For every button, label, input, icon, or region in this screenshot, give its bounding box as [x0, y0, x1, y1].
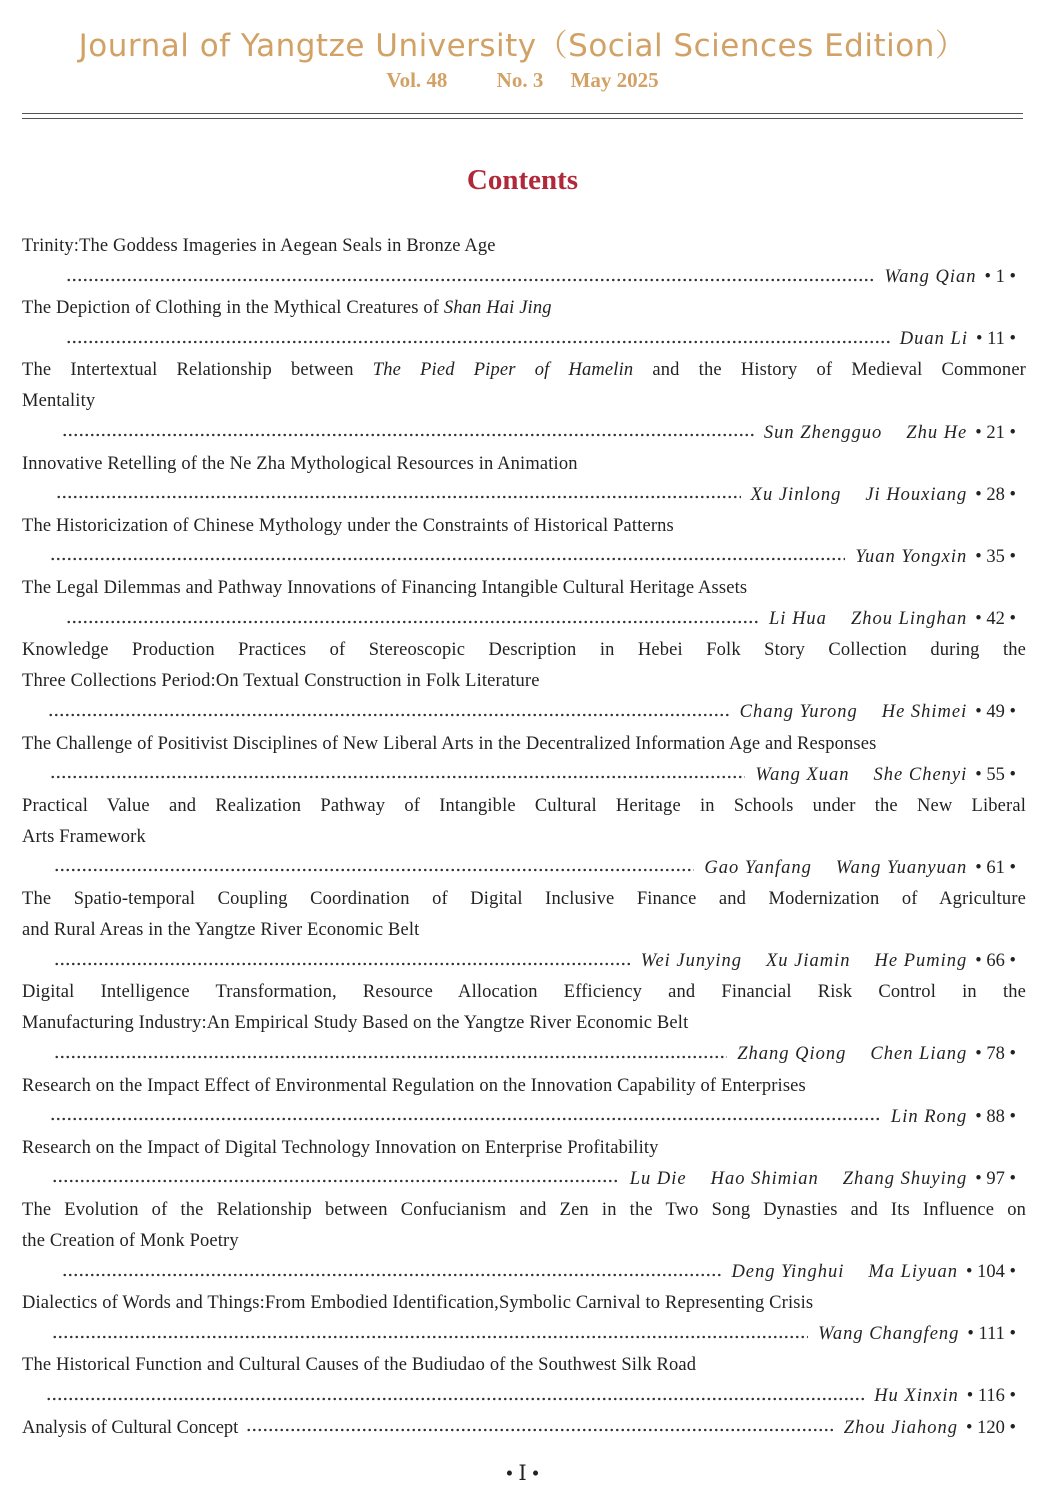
author-name: Wei Junying: [640, 951, 742, 972]
entry-page: • 49 •: [975, 702, 1016, 723]
toc-entry[interactable]: [22, 293, 1026, 355]
dot-leader: [54, 962, 631, 966]
author-name: Ma Liyuan: [868, 1262, 959, 1283]
author-name: Xu Jiamin: [766, 951, 851, 972]
author-name: Chang Yurong: [739, 702, 858, 723]
toc-entry[interactable]: [22, 1071, 1026, 1133]
author-name: Yuan Yongxin: [855, 546, 968, 567]
journal-title: Journal of Yangtze University（Social Sciences Edition）: [78, 28, 967, 64]
entry-authors: [855, 542, 967, 573]
entry-title: the Creation of Monk Poetry: [22, 1231, 239, 1251]
author-name: Hao Shimian: [710, 1168, 819, 1189]
entry-title: The Historical Function and Cultural Causes of the Budiudao of the Southwest Silk Road: [22, 1355, 697, 1376]
author-name: Xu Jinlong: [750, 484, 842, 505]
dot-leader: [66, 278, 874, 282]
entry-authors: [874, 1381, 959, 1412]
entry-page: • 104 •: [966, 1262, 1016, 1283]
toc-entry[interactable]: [22, 1288, 1026, 1350]
entry-title: Mentality: [22, 391, 96, 412]
entry-title: Manufacturing Industry:An Empirical Study Based on the Yangtze River Economic Belt: [22, 1013, 689, 1034]
toc-entry[interactable]: [22, 729, 1026, 791]
entry-title: The Depiction of Clothing in the Mythical Creatures of Shan Hai Jing: [22, 298, 552, 319]
entry-title: Practical Value and Realization Pathway of Intangible Cultural Heritage in Schools under the New Liberal: [22, 795, 1026, 816]
book-title: Shan Hai Jing: [443, 298, 552, 319]
toc-entry[interactable]: [22, 1195, 1026, 1288]
entry-page: • 55 •: [975, 764, 1016, 785]
entry-authors: [891, 1102, 967, 1133]
entry-authors: [740, 697, 968, 728]
toc-entry[interactable]: [22, 1350, 1026, 1412]
dot-leader: [54, 1055, 727, 1059]
entry-page: • 11 •: [975, 329, 1016, 350]
author-name: Zhang Shuying: [842, 1168, 968, 1189]
entry-authors: [704, 853, 967, 884]
entry-page: • 28 •: [975, 484, 1016, 505]
author-name: Lu Die: [629, 1168, 687, 1189]
entry-authors: [731, 1257, 958, 1288]
entry-page: • 116 •: [966, 1386, 1016, 1407]
entry-authors: [755, 760, 967, 791]
entry-title: The Historicization of Chinese Mythology under the Constraints of Historical Patterns: [22, 515, 674, 536]
issue-line: [0, 68, 1045, 93]
dot-leader: [52, 1335, 808, 1339]
entry-page: • 97 •: [975, 1168, 1016, 1189]
entry-authors: [900, 324, 968, 355]
dot-leader: [62, 433, 754, 437]
dot-leader: [50, 1117, 881, 1121]
author-name: Ji Houxiang: [865, 484, 968, 505]
entry-title: The Evolution of the Relationship between Confucianism and Zen in the Two Song Dynasties and Its Influence on: [22, 1199, 1026, 1220]
entry-authors: [641, 946, 968, 977]
toc-entry[interactable]: [22, 977, 1026, 1070]
dot-leader: [66, 340, 890, 344]
entry-page: • 111 •: [967, 1324, 1016, 1345]
entry-title: and Rural Areas in the Yangtze River Economic Belt: [22, 920, 420, 941]
header-rule-top: [22, 113, 1023, 114]
author-name: Zhou Linghan: [850, 609, 968, 630]
author-name: Duan Li: [899, 329, 968, 350]
entry-page: • 42 •: [975, 609, 1016, 630]
entry-authors: [769, 604, 967, 635]
entry-page: • 78 •: [975, 1044, 1016, 1065]
toc-entry[interactable]: [22, 511, 1026, 573]
author-name: Zhou Jiahong: [843, 1417, 959, 1438]
entry-authors: [737, 1039, 967, 1070]
entry-title: Innovative Retelling of the Ne Zha Mythological Resources in Animation: [22, 453, 578, 474]
author-name: Wang Yuanyuan: [835, 857, 968, 878]
dot-leader: [54, 868, 694, 872]
contents-list: [22, 231, 1026, 1444]
author-name: Li Hua: [769, 609, 827, 630]
entry-page: • 35 •: [975, 546, 1016, 567]
entry-page: • 1 •: [984, 267, 1016, 288]
entry-authors: [884, 262, 976, 293]
entry-authors: [818, 1319, 959, 1350]
dot-leader: [46, 1397, 864, 1401]
author-name: She Chenyi: [873, 764, 968, 785]
entry-title: Analysis of Cultural Concept: [22, 1417, 239, 1438]
author-name: He Shimei: [881, 702, 968, 723]
entry-authors: [844, 1413, 958, 1444]
author-name: Zhang Qiong: [737, 1044, 847, 1065]
toc-entry[interactable]: [22, 884, 1026, 977]
entry-page: • 88 •: [975, 1106, 1016, 1127]
author-name: Chen Liang: [870, 1044, 968, 1065]
entry-title: The Intertextual Relationship between The Pied Piper of Hamelin and the History of Medieval Commoner: [22, 360, 1026, 381]
entry-page: • 66 •: [975, 951, 1016, 972]
issue-number: No. 3: [496, 68, 544, 92]
entry-title: Research on the Impact Effect of Environmental Regulation on the Innovation Capability of Enterprises: [22, 1075, 806, 1096]
volume: Vol. 48: [386, 68, 448, 92]
toc-entry[interactable]: [22, 635, 1026, 728]
dot-leader: [50, 775, 745, 779]
entry-title: Digital Intelligence Transformation, Resource Allocation Efficiency and Financial Risk Control in the: [22, 982, 1026, 1003]
toc-entry[interactable]: [22, 1413, 1026, 1444]
entry-title: The Legal Dilemmas and Pathway Innovations of Financing Intangible Cultural Heritage Assets: [22, 578, 748, 599]
dot-leader: [66, 620, 759, 624]
entry-title: The Spatio-temporal Coupling Coordination of Digital Inclusive Finance and Modernization of Agriculture: [22, 888, 1026, 909]
page-number: • Ⅰ •: [505, 1461, 540, 1485]
entry-title: Dialectics of Words and Things:From Embodied Identification,Symbolic Carnival to Representing Crisis: [22, 1293, 814, 1314]
entry-page: • 61 •: [975, 857, 1016, 878]
contents-heading: Contents: [466, 164, 579, 196]
author-name: Wang Changfeng: [818, 1324, 960, 1345]
toc-entry[interactable]: [22, 1133, 1026, 1195]
issue-date: May 2025: [570, 68, 659, 92]
entry-title: The Challenge of Positivist Disciplines of New Liberal Arts in the Decentralized Information Age and Responses: [22, 733, 877, 754]
entry-page: • 21 •: [975, 422, 1016, 443]
entry-authors: [630, 1164, 968, 1195]
entry-title: Research on the Impact of Digital Technology Innovation on Enterprise Profitability: [22, 1137, 659, 1158]
author-name: Gao Yanfang: [704, 857, 812, 878]
author-name: Wang Xuan: [755, 764, 850, 785]
author-name: Lin Rong: [890, 1106, 968, 1127]
book-title: The Pied Piper of Hamelin: [372, 360, 634, 381]
header-rule-bottom: [22, 118, 1023, 119]
entry-title: Three Collections Period:On Textual Construction in Folk Literature: [22, 671, 540, 692]
entry-authors: [751, 480, 968, 511]
entry-title: Arts Framework: [22, 826, 146, 847]
author-name: Hu Xinxin: [874, 1386, 959, 1407]
author-name: Sun Zhengguo: [763, 422, 883, 443]
toc-entry[interactable]: [22, 573, 1026, 635]
dot-leader: [48, 713, 730, 717]
toc-entry[interactable]: [22, 355, 1026, 448]
dot-leader: [56, 495, 741, 499]
author-name: Zhu He: [906, 422, 968, 443]
author-name: Deng Yinghui: [731, 1262, 845, 1283]
entry-title: Knowledge Production Practices of Stereoscopic Description in Hebei Folk Story Collection during the: [22, 640, 1026, 661]
toc-entry[interactable]: [22, 791, 1026, 884]
entry-title: Trinity:The Goddess Imageries in Aegean Seals in Bronze Age: [22, 236, 496, 256]
toc-entry[interactable]: [22, 231, 1026, 293]
dot-leader: [50, 557, 845, 561]
dot-leader: [62, 1273, 721, 1277]
dot-leader: [246, 1428, 833, 1432]
author-name: Wang Qian: [884, 267, 977, 288]
entry-authors: [764, 418, 967, 449]
author-name: He Puming: [874, 951, 968, 972]
entry-page: • 120 •: [966, 1417, 1016, 1438]
toc-entry[interactable]: [22, 449, 1026, 511]
dot-leader: [52, 1179, 620, 1183]
